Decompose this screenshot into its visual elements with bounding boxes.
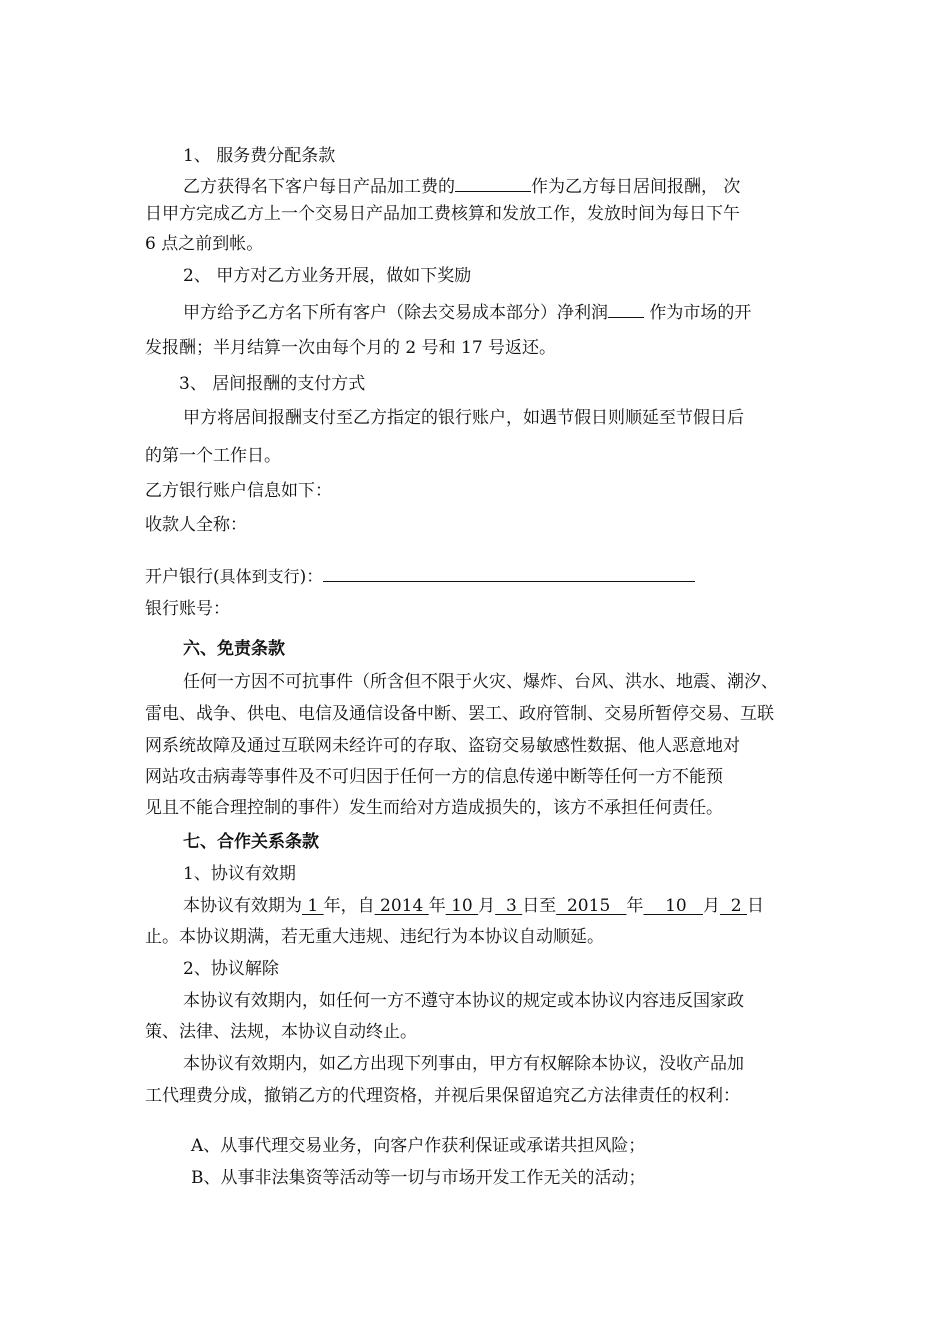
bank-label-c: )： [299, 567, 324, 587]
validity-heading: 1、协议有效期 [183, 864, 296, 884]
item2-heading: 2、 甲方对乙方业务开展，做如下奖励 [183, 266, 472, 286]
term-text-5: 日至 [522, 896, 557, 916]
term-years: 1 [302, 896, 324, 916]
item1-line1-text-a: 乙方获得名下客户每日产品加工费的 [183, 177, 455, 197]
item1-line2: 日甲方完成乙方上一个交易日产品加工费核算和发放工作，发放时间为每日下午 [145, 204, 740, 224]
term-end-month: 10 [643, 896, 703, 916]
term-start-month: 10 [445, 896, 479, 916]
item1-line1-text-b: 作为乙方每日居间报酬， 次 [531, 177, 741, 197]
item2-line1-text-b: 作为市场的开 [644, 303, 752, 323]
section7-heading: 七、合作关系条款 [183, 832, 319, 852]
rescission-p1-line1: 本协议有效期内，如任何一方不遵守本协议的规定或本协议内容违反国家政 [183, 991, 744, 1011]
item1-line1 [183, 176, 740, 196]
item3-line1: 甲方将居间报酬支付至乙方指定的银行账户，如遇节假日则顺延至节假日后 [183, 408, 744, 428]
account-number-label: 银行账号： [145, 599, 230, 619]
section6-line-2: 雷电、战争、供电、电信及通信设备中断、罢工、政府管制、交易所暂停交易、互联 [145, 704, 774, 724]
term-start-year: 2014 [374, 896, 429, 916]
item3-heading: 3、 居间报酬的支付方式 [179, 374, 366, 394]
list-item-b: B、从事非法集资等活动等一切与市场开发工作无关的活动； [191, 1168, 646, 1188]
term-text-8: 日 [746, 896, 764, 916]
term-text-4: 月 [478, 896, 496, 916]
fill-blank-bank-name [323, 566, 695, 582]
fill-blank-net-profit [608, 302, 644, 318]
bank-info-intro: 乙方银行账户信息如下： [145, 481, 332, 501]
rescission-heading: 2、协议解除 [183, 959, 279, 979]
fill-blank-service-fee [455, 176, 531, 192]
item1-line3: 6 点之前到帐。 [145, 234, 264, 254]
bank-label-b: 具体到支行 [219, 567, 300, 586]
validity-term-line [183, 898, 764, 915]
list-item-a: A、从事代理交易业务，向客户作获利保证或承诺共担风险； [191, 1136, 646, 1156]
section6-line-3: 网系统故障及通过互联网未经许可的存取、盗窃交易敏感性数据、他人恶意地对 [145, 736, 740, 756]
rescission-p1-line2: 策、法律、法规，本协议自动终止。 [145, 1022, 417, 1042]
item2-line2: 发报酬；半月结算一次由每个月的 2 号和 17 号返还。 [145, 338, 557, 358]
rescission-p2-line2: 工代理费分成，撤销乙方的代理资格，并视后果保留追究乙方法律责任的权利： [145, 1086, 740, 1106]
term-text-7: 月 [702, 896, 720, 916]
term-text-2: 年，自 [323, 896, 375, 916]
bank-label-a: 开户银行( [145, 567, 220, 587]
term-start-day: 3 [495, 896, 523, 916]
term-end-year: 2015 [556, 896, 627, 916]
term-end-day: 2 [719, 896, 747, 916]
item3-line2: 的第一个工作日。 [145, 446, 281, 466]
rescission-p2-line1: 本协议有效期内，如乙方出现下列事由，甲方有权解除本协议，没收产品加 [183, 1054, 744, 1074]
section6-line-5: 见且不能合理控制的事件）发生而给对方造成损失的，该方不承担任何责任。 [145, 798, 723, 818]
term-text-3: 年 [428, 896, 446, 916]
bank-name-line [145, 566, 695, 586]
item1-heading: 1、 服务费分配条款 [183, 146, 336, 166]
section6-heading: 六、免责条款 [183, 639, 285, 659]
item2-line1-text-a: 甲方给予乙方名下所有客户（除去交易成本部分）净利润 [183, 303, 608, 323]
term-text-1: 本协议有效期为 [183, 896, 302, 916]
section6-line-1: 任何一方因不可抗事件（所含但不限于火灾、爆炸、台风、洪水、地震、潮汐、 [183, 672, 778, 692]
validity-line2: 止。本协议期满，若无重大违规、违纪行为本协议自动顺延。 [145, 927, 604, 947]
payee-name-label: 收款人全称： [145, 515, 247, 535]
section6-line-4: 网站攻击病毒等事件及不可归因于任何一方的信息传递中断等任何一方不能预 [145, 767, 723, 787]
term-text-6: 年 [626, 896, 644, 916]
item2-line1 [183, 302, 751, 322]
